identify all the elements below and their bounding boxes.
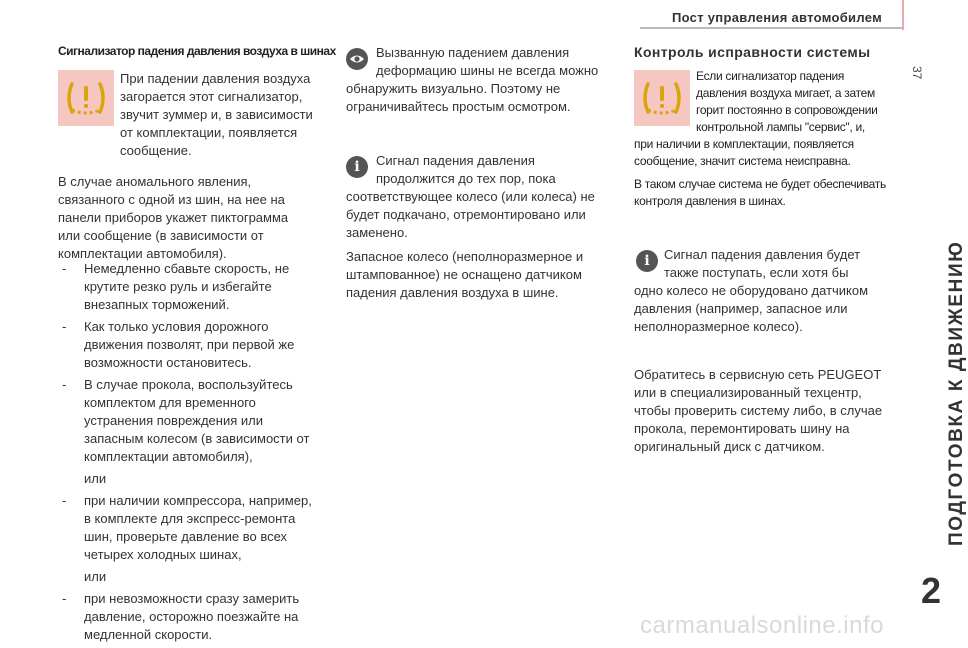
left-action-list — [58, 260, 338, 648]
chapter-title: ПОДГОТОВКА К ДВИЖЕНИЮ — [946, 240, 967, 546]
middle-note-2: Сигнал падения давления продолжится до тех пор, пока соответствующее колесо (или колеса) не будет подкачано, отремонтировано или заменено. Запасное колесо (неполноразмерное и штампованное) не оснащено датчиком падения давления воздуха в шине. — [346, 153, 595, 300]
list-item: - при наличии компрессора, например, в комплекте для экспресс-ремонта шин, проверьте давление во всех четырех холодных шинах, — [58, 492, 338, 564]
info-icon: i — [636, 250, 658, 272]
middle-note-1: Вызванную падением давления деформацию шины не всегда можно обнаружить визуально. Поэтому не ограничивайтесь простым осмотром. — [346, 45, 599, 114]
list-item: - Немедленно сбавьте скорость, не крутите резко руль и избегайте внезапных торможений. — [58, 260, 338, 314]
right-note: Сигнал падения давления будет также поступать, если хотя бы одно колесо не оборудовано датчиком давления (например, запасное или неполноразмерное колесо). — [634, 247, 869, 334]
header-divider — [640, 27, 902, 29]
tire-pressure-warning-icon — [58, 70, 114, 126]
chapter-number: 2 — [921, 570, 942, 611]
right-block-3: Обратитесь в сервисную сеть PEUGEOT или в специализированный техцентр, чтобы проверить систему либо, в случае прокола, перемонтировать шину на оригинальный диск с датчиком. — [634, 367, 883, 454]
or-separator: или — [84, 471, 107, 486]
list-item: - при невозможности сразу замерить давление, осторожно поезжайте на медленной скорости. — [58, 590, 338, 644]
list-item: - В случае прокола, воспользуйтесь комплектом для временного устранения повреждения или запасным колесом (в зависимости от комплектации автомобиля), — [58, 376, 338, 466]
right-block-1: Если сигнализатор падения давления воздуха мигает, а затем горит постоянно в сопровождении контрольной лампы "сервис", и, при наличии в комплектации, появляется сообщение, значит система неисправна. В таком случае система не будет обеспечивать контроля давления в шинах. — [634, 69, 886, 208]
right-section-title: Контроль исправности системы — [634, 44, 871, 60]
left-paragraph: В случае аномального явления, связанного с одной из шин, на нее на панели приборов укажет пиктограмма или сообщение (в зависимости от комплектации автомобиля). — [58, 174, 289, 261]
watermark: carmanualsonline.info — [640, 612, 884, 639]
list-item: - Как только условия дорожного движения позволят, при первой же возможности остановитесь. — [58, 318, 338, 372]
sidebar-accent — [902, 0, 904, 30]
or-separator: или — [84, 569, 107, 584]
info-icon: i — [346, 156, 368, 178]
page-number: 37 — [910, 66, 924, 80]
left-section-title: Сигнализатор падения давления воздуха в шинах — [58, 44, 336, 58]
left-intro: При падении давления воздуха загорается этот сигнализатор, звучит зуммер и, в зависимости от комплектации, появляется сообщение. — [120, 71, 313, 158]
section-title: Пост управления автомобилем — [671, 10, 882, 25]
